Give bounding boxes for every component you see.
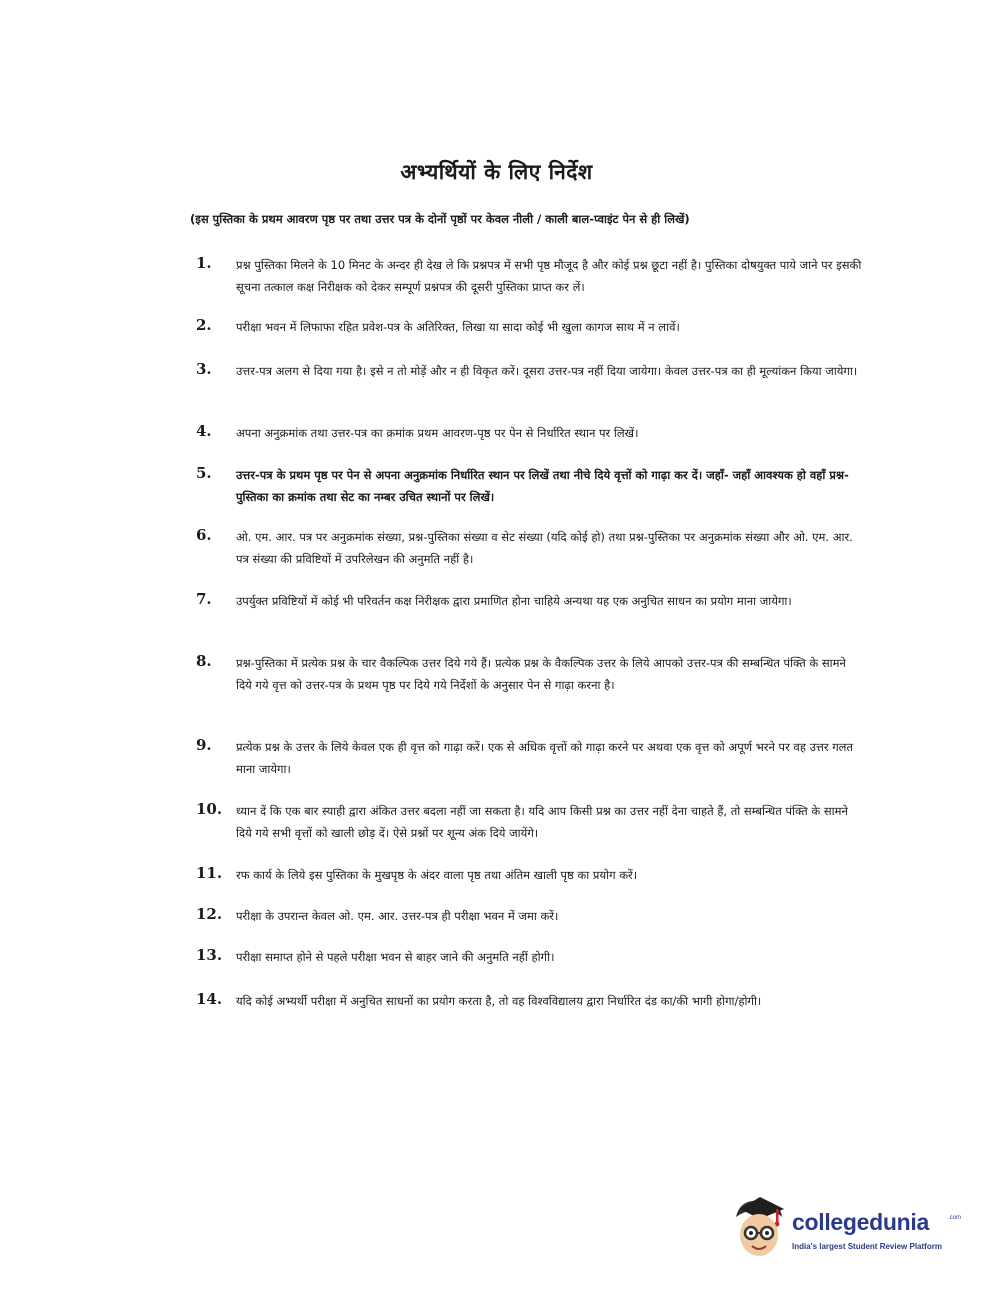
page-title: अभ्यर्थियों के लिए निर्देश: [400, 160, 593, 184]
item-text: उपर्युक्त प्रविष्टियों में कोई भी परिवर्तन कक्ष निरीक्षक द्वारा प्रमाणित होना चाहिये अन्यथा यह एक अनुचित साधन का प्रयोग माना जायेगा।: [236, 594, 792, 608]
item-number: 9.: [196, 736, 212, 754]
page-subtitle: (इस पुस्तिका के प्रथम आवरण पृष्ठ पर तथा उत्तर पत्र के दोनों पृष्ठों पर केवल नीली / काली बाल-प्वाइंट पेन से ही लिखें): [190, 212, 690, 226]
item-text: ओ. एम. आर. पत्र पर अनुक्रमांक संख्या, प्रश्न-पुस्तिका संख्या व सेट संख्या (यदि कोई हो) तथा प्रश्न-पुस्तिका पर अनुक्रमांक संख्या और ओ. एम. आर. पत्र संख्या की प्रविष्टियों में उपरिलेखन की अनुमति नहीं है।: [236, 530, 853, 566]
item-text: परीक्षा समाप्त होने से पहले परीक्षा भवन से बाहर जाने की अनुमति नहीं होगी।: [236, 950, 555, 964]
item-number: 12.: [196, 905, 223, 923]
item-number: 1.: [196, 254, 212, 272]
item-number: 3.: [196, 360, 212, 378]
item-number: 8.: [196, 652, 212, 670]
logo-wordmark: collegedunia: [792, 1209, 929, 1235]
item-number: 2.: [196, 316, 212, 334]
item-text: ध्यान दें कि एक बार स्याही द्वारा अंकित उत्तर बदला नहीं जा सकता है। यदि आप किसी प्रश्न का उत्तर नहीं देना चाहते हैं, तो सम्बन्धित पंक्ति के सामने दिये गये सभी वृत्तों को खाली छोड़ दें। ऐसे प्रश्नों पर शून्य अंक दिये जायेंगे।: [236, 804, 848, 840]
item-text: उत्तर-पत्र अलग से दिया गया है। इसे न तो मोड़ें और न ही विकृत करें। दूसरा उत्तर-पत्र नहीं दिया जायेगा। केवल उत्तर-पत्र का ही मूल्यांकन किया जायेगा।: [236, 364, 858, 378]
item-number: 4.: [196, 422, 212, 440]
logo-domain: .com: [948, 1215, 962, 1221]
logo-tagline: India's largest Student Review Platform: [792, 1242, 942, 1251]
item-number: 5.: [196, 464, 212, 482]
item-text: प्रश्न पुस्तिका मिलने के 10 मिनट के अन्दर ही देख ले कि प्रश्नपत्र में सभी पृष्ठ मौजूद है और कोई प्रश्न छूटा नहीं है। पुस्तिका दोषयुक्त पाये जाने पर इसकी सूचना तत्काल कक्ष निरीक्षक को देकर सम्पूर्ण प्रश्नपत्र की दूसरी पुस्तिका प्राप्त कर लें।: [236, 258, 862, 294]
item-number: 11.: [196, 864, 223, 882]
item-text: रफ कार्य के लिये इस पुस्तिका के मुखपृष्ठ के अंदर वाला पृष्ठ तथा अंतिम खाली पृष्ठ का प्रयोग करें।: [236, 868, 638, 882]
item-number: 13.: [196, 946, 223, 964]
item-text: प्रत्येक प्रश्न के उत्तर के लिये केवल एक ही वृत्त को गाढ़ा करें। एक से अधिक वृत्तों को गाढ़ा करने पर अथवा एक वृत्त को अपूर्ण भरने पर वह उत्तर गलत माना जायेगा।: [236, 740, 854, 776]
item-number: 7.: [196, 590, 212, 608]
item-text: अपना अनुक्रमांक तथा उत्तर-पत्र का क्रमांक प्रथम आवरण-पृष्ठ पर पेन से निर्धारित स्थान पर लिखें।: [236, 426, 639, 440]
mascot-icon: [730, 1195, 788, 1261]
item-text: उत्तर-पत्र के प्रथम पृष्ठ पर पेन से अपना अनुक्रमांक निर्धारित स्थान पर लिखें तथा नीचे दिये वृत्तों को गाढ़ा कर दें। जहाँ- जहाँ आवश्यक हो वहाँ प्रश्न-पुस्तिका का क्रमांक तथा सेट का नम्बर उचित स्थानों पर लिखें।: [236, 468, 849, 504]
item-text: यदि कोई अभ्यर्थी परीक्षा में अनुचित साधनों का प्रयोग करता है, तो वह विश्वविद्यालय द्वारा निर्धारित दंड का/की भागी होगा/होगी।: [236, 994, 762, 1008]
item-text: परीक्षा के उपरान्त केवल ओ. एम. आर. उत्तर-पत्र ही परीक्षा भवन में जमा करें।: [236, 909, 559, 923]
item-number: 14.: [196, 990, 223, 1008]
item-number: 6.: [196, 526, 212, 544]
item-text: परीक्षा भवन में लिफाफा रहित प्रवेश-पत्र के अतिरिक्त, लिखा या सादा कोई भी खुला कागज साथ में न लावें।: [236, 320, 680, 334]
item-text: प्रश्न-पुस्तिका में प्रत्येक प्रश्न के चार वैकल्पिक उत्तर दिये गये हैं। प्रत्येक प्रश्न के वैकल्पिक उत्तर के लिये आपको उत्तर-पत्र की सम्बन्धित पंक्ति के सामने दिये गये वृत्त को उत्तर-पत्र के प्रथम पृष्ठ पर दिये गये निर्देशों के अनुसार पेन से गाढ़ा करना है।: [236, 656, 846, 692]
collegedunia-logo: [728, 1195, 968, 1265]
item-number: 10.: [196, 800, 223, 818]
